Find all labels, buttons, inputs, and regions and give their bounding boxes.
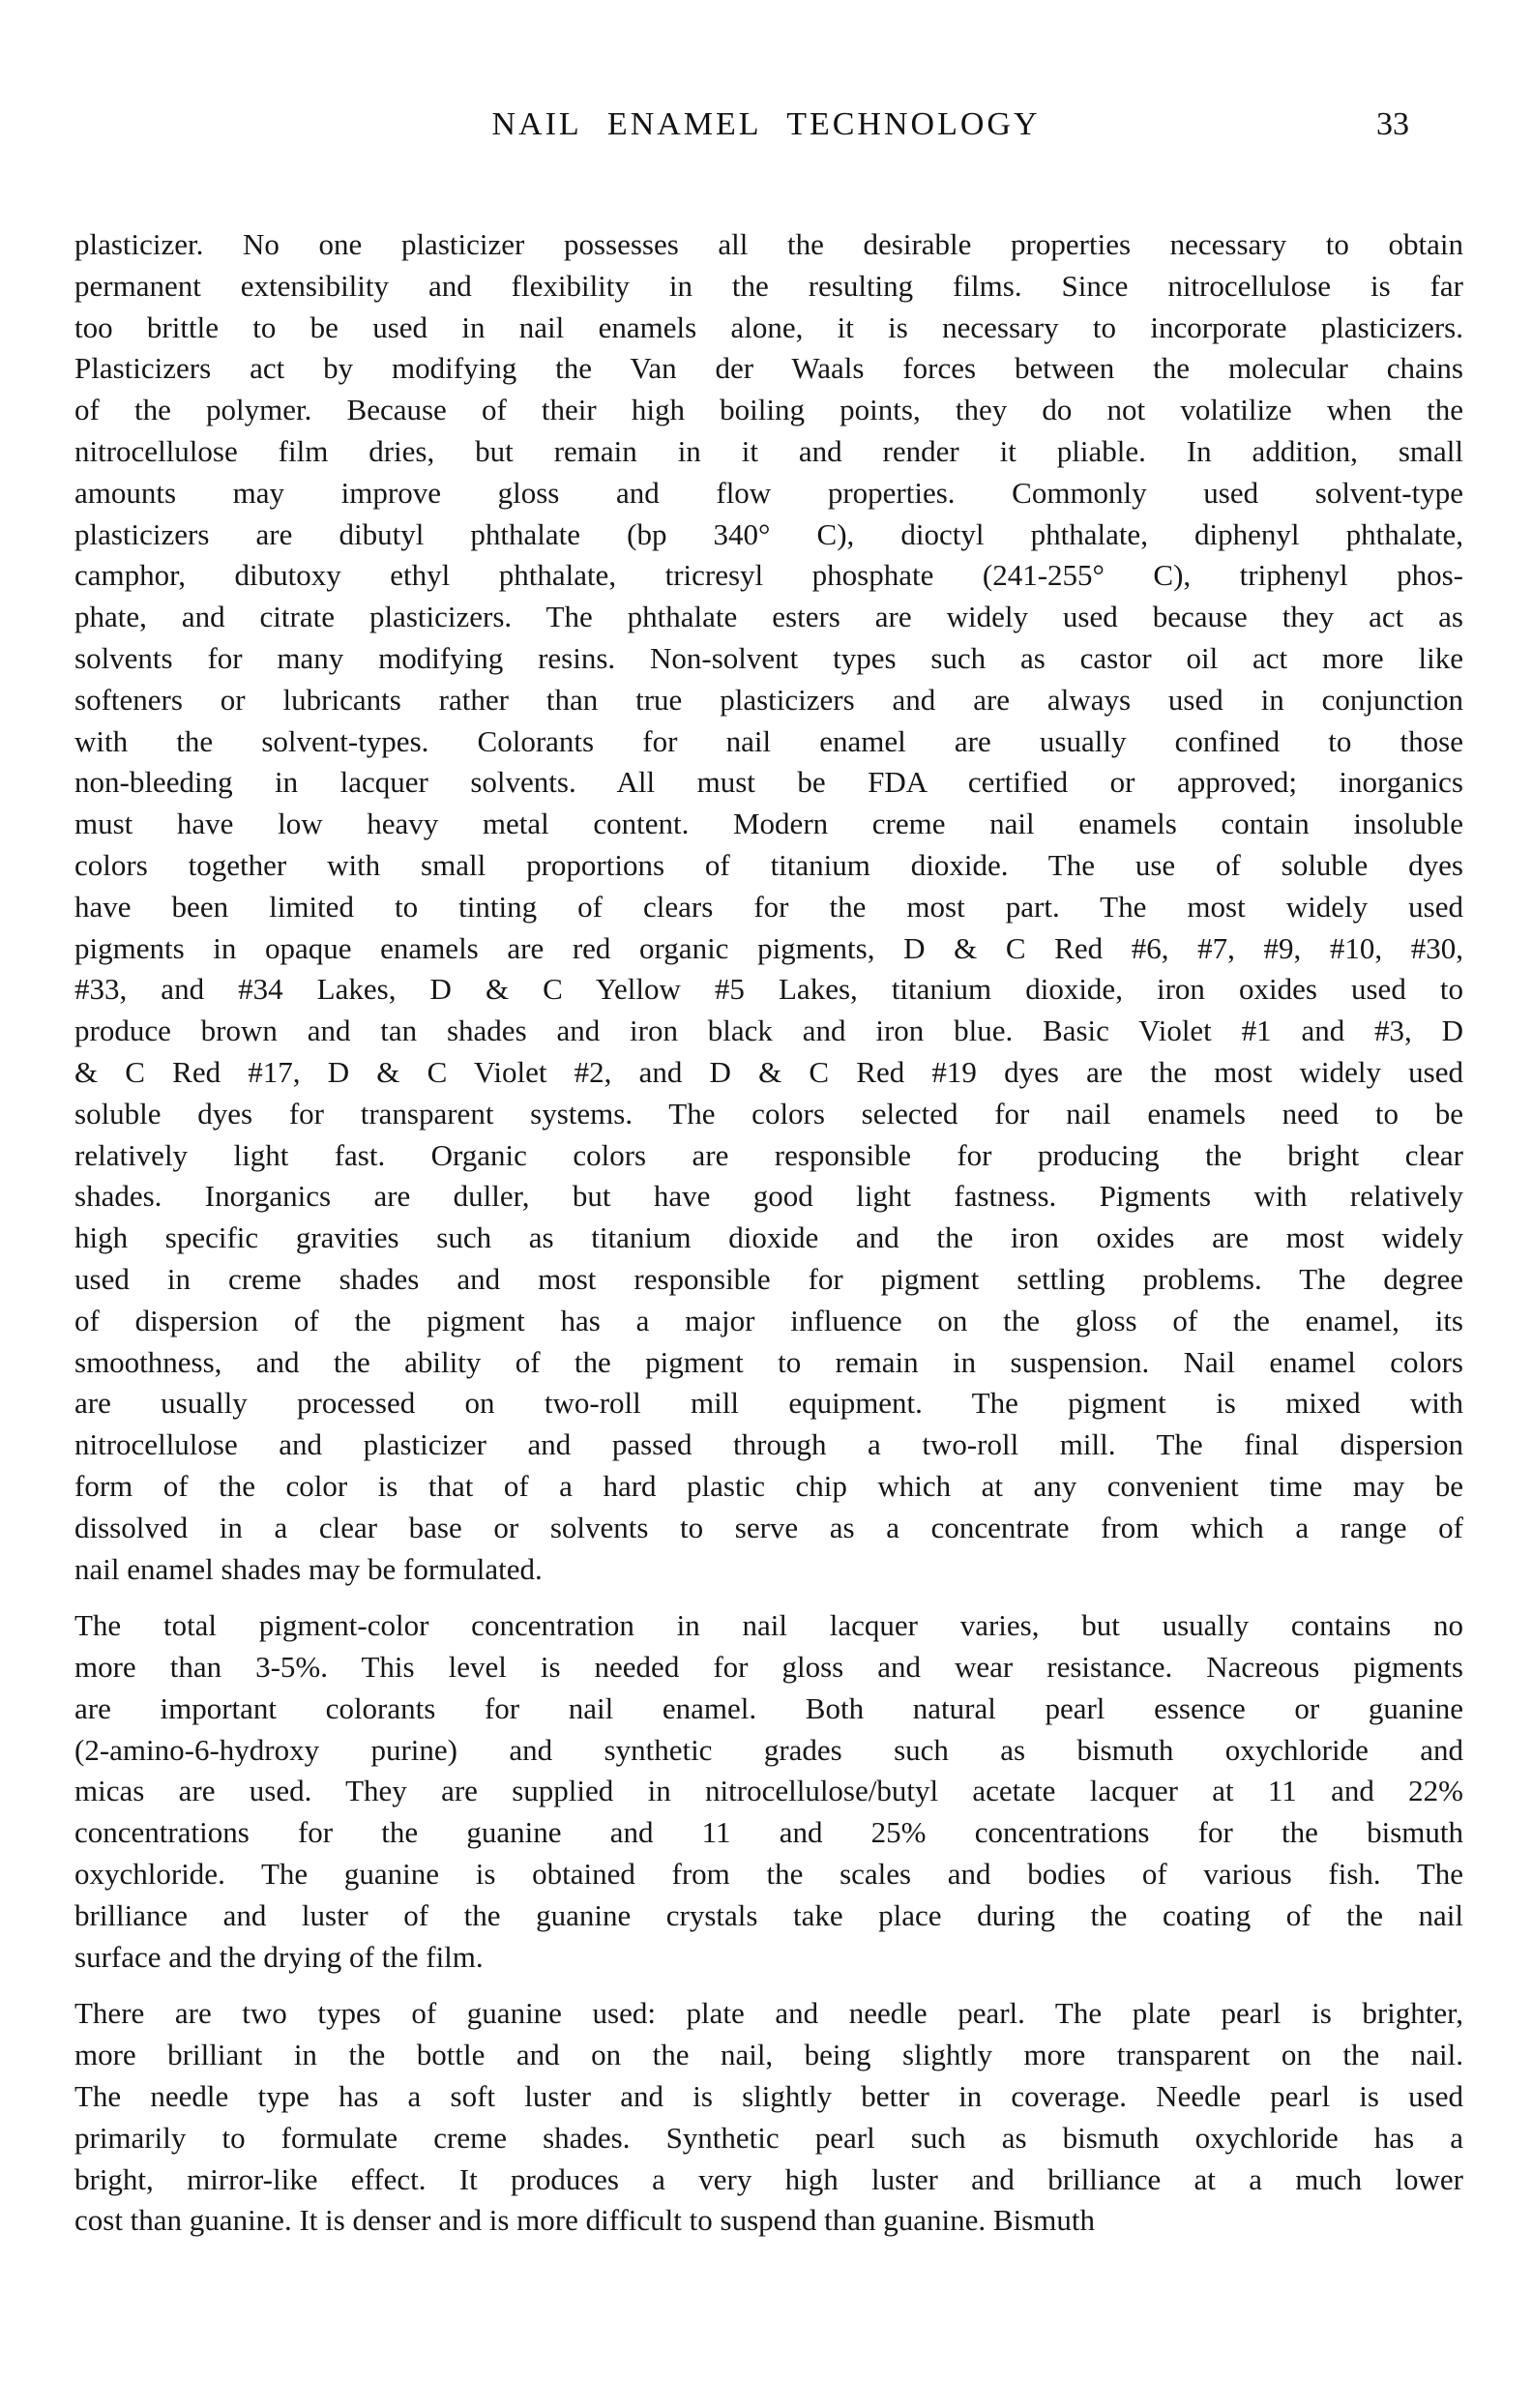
- text-line: must have low heavy metal content. Modern creme nail enamels contain insoluble: [74, 807, 1463, 841]
- text-line: more brilliant in the bottle and on the nail, being slightly more transparent on the nail.: [74, 2038, 1463, 2072]
- text-line: form of the color is that of a hard plastic chip which at any convenient time may be: [74, 1468, 1463, 1503]
- text-line: have been limited to tinting of clears for the most part. The most widely used: [74, 889, 1463, 924]
- text-line: pigments in opaque enamels are red organic pigments, D & C Red #6, #7, #9, #10, #30,: [74, 930, 1463, 965]
- text-line: The needle type has a soft luster and is slightly better in coverage. Needle pearl is used: [74, 2079, 1463, 2114]
- text-line: concentrations for the guanine and 11 and 25% concentrations for the bismuth: [74, 1815, 1463, 1850]
- text-line: nail enamel shades may be formulated.: [74, 1551, 543, 1586]
- text-line: amounts may improve gloss and flow properties. Commonly used solvent-type: [74, 475, 1463, 510]
- text-line: camphor, dibutoxy ethyl phthalate, tricresyl phosphate (241-255° C), triphenyl phos-: [74, 558, 1463, 593]
- text-line: plasticizers are dibutyl phthalate (bp 340° C), dioctyl phthalate, diphenyl phthalate,: [74, 516, 1463, 551]
- text-line: produce brown and tan shades and iron black and iron blue. Basic Violet #1 and #3, D: [74, 1013, 1463, 1048]
- text-line: softeners or lubricants rather than true plasticizers and are always used in conjunction: [74, 682, 1463, 717]
- text-line: primarily to formulate creme shades. Synthetic pearl such as bismuth oxychloride has a: [74, 2120, 1463, 2155]
- text-line: permanent extensibility and flexibility in the resulting films. Since nitrocellulose is far: [74, 268, 1463, 303]
- text-line: of the polymer. Because of their high boiling points, they do not volatilize when the: [74, 393, 1463, 427]
- text-line: are usually processed on two-roll mill equipment. The pigment is mixed with: [74, 1386, 1463, 1421]
- text-line: more than 3-5%. This level is needed for gloss and wear resistance. Nacreous pigments: [74, 1650, 1463, 1685]
- text-line: & C Red #17, D & C Violet #2, and D & C Red #19 dyes are the most widely used: [74, 1054, 1463, 1089]
- text-line: Plasticizers act by modifying the Van der Waals forces between the molecular chains: [74, 351, 1463, 386]
- text-line: nitrocellulose film dries, but remain in it and render it pliable. In addition, small: [74, 433, 1463, 468]
- text-line: non-bleeding in lacquer solvents. All must be FDA certified or approved; inorganics: [74, 765, 1463, 800]
- text-line: smoothness, and the ability of the pigment to remain in suspension. Nail enamel colors: [74, 1344, 1463, 1379]
- text-line: used in creme shades and most responsible for pigment settling problems. The degree: [74, 1261, 1463, 1296]
- text-line: colors together with small proportions of titanium dioxide. The use of soluble dyes: [74, 847, 1463, 882]
- text-line: soluble dyes for transparent systems. The colors selected for nail enamels need to be: [74, 1096, 1463, 1131]
- text-line: (2-amino-6-hydroxy purine) and synthetic grades such as bismuth oxychloride and: [74, 1732, 1463, 1767]
- text-line: high specific gravities such as titanium dioxide and the iron oxides are most widely: [74, 1220, 1463, 1255]
- text-line: micas are used. They are supplied in nitrocellulose/butyl acetate lacquer at 11 and 22%: [74, 1774, 1463, 1808]
- text-line: nitrocellulose and plasticizer and passed through a two-roll mill. The final dispersion: [74, 1427, 1463, 1462]
- text-line: solvents for many modifying resins. Non-solvent types such as castor oil act more like: [74, 640, 1463, 675]
- page-body: [74, 224, 1463, 2242]
- text-line: surface and the drying of the film.: [74, 1939, 484, 1974]
- page-number: 33: [1376, 106, 1409, 142]
- paragraph: [74, 224, 1463, 1590]
- text-line: There are two types of guanine used: plate and needle pearl. The plate pearl is brighter,: [74, 1996, 1463, 2031]
- text-line: are important colorants for nail enamel. Both natural pearl essence or guanine: [74, 1690, 1463, 1725]
- text-line: cost than guanine. It is denser and is more difficult to suspend than guanine. Bismuth: [74, 2203, 1095, 2238]
- text-line: with the solvent-types. Colorants for nail enamel are usually confined to those: [74, 723, 1463, 758]
- running-header: [0, 106, 1532, 149]
- paragraph: [74, 1605, 1463, 1978]
- text-line: dissolved in a clear base or solvents to serve as a concentrate from which a range of: [74, 1510, 1463, 1544]
- text-line: brilliance and luster of the guanine crystals take place during the coating of the nail: [74, 1897, 1463, 1932]
- text-line: plasticizer. No one plasticizer possesses all the desirable properties necessary to obtain: [74, 227, 1463, 261]
- text-line: bright, mirror-like effect. It produces a very high luster and brilliance at a much lower: [74, 2161, 1463, 2196]
- text-line: #33, and #34 Lakes, D & C Yellow #5 Lakes, titanium dioxide, iron oxides used to: [74, 972, 1463, 1007]
- text-line: relatively light fast. Organic colors are responsible for producing the bright clear: [74, 1137, 1463, 1172]
- running-title: NAIL ENAMEL TECHNOLOGY: [491, 106, 1041, 142]
- text-line: The total pigment-color concentration in nail lacquer varies, but usually contains no: [74, 1608, 1463, 1643]
- paragraph: [74, 1993, 1463, 2242]
- text-line: of dispersion of the pigment has a major influence on the gloss of the enamel, its: [74, 1303, 1463, 1337]
- text-line: shades. Inorganics are duller, but have good light fastness. Pigments with relatively: [74, 1179, 1463, 1214]
- text-line: oxychloride. The guanine is obtained from the scales and bodies of various fish. The: [74, 1857, 1463, 1892]
- text-line: too brittle to be used in nail enamels alone, it is necessary to incorporate plasticizers.: [74, 309, 1463, 344]
- text-line: phate, and citrate plasticizers. The phthalate esters are widely used because they act as: [74, 600, 1463, 634]
